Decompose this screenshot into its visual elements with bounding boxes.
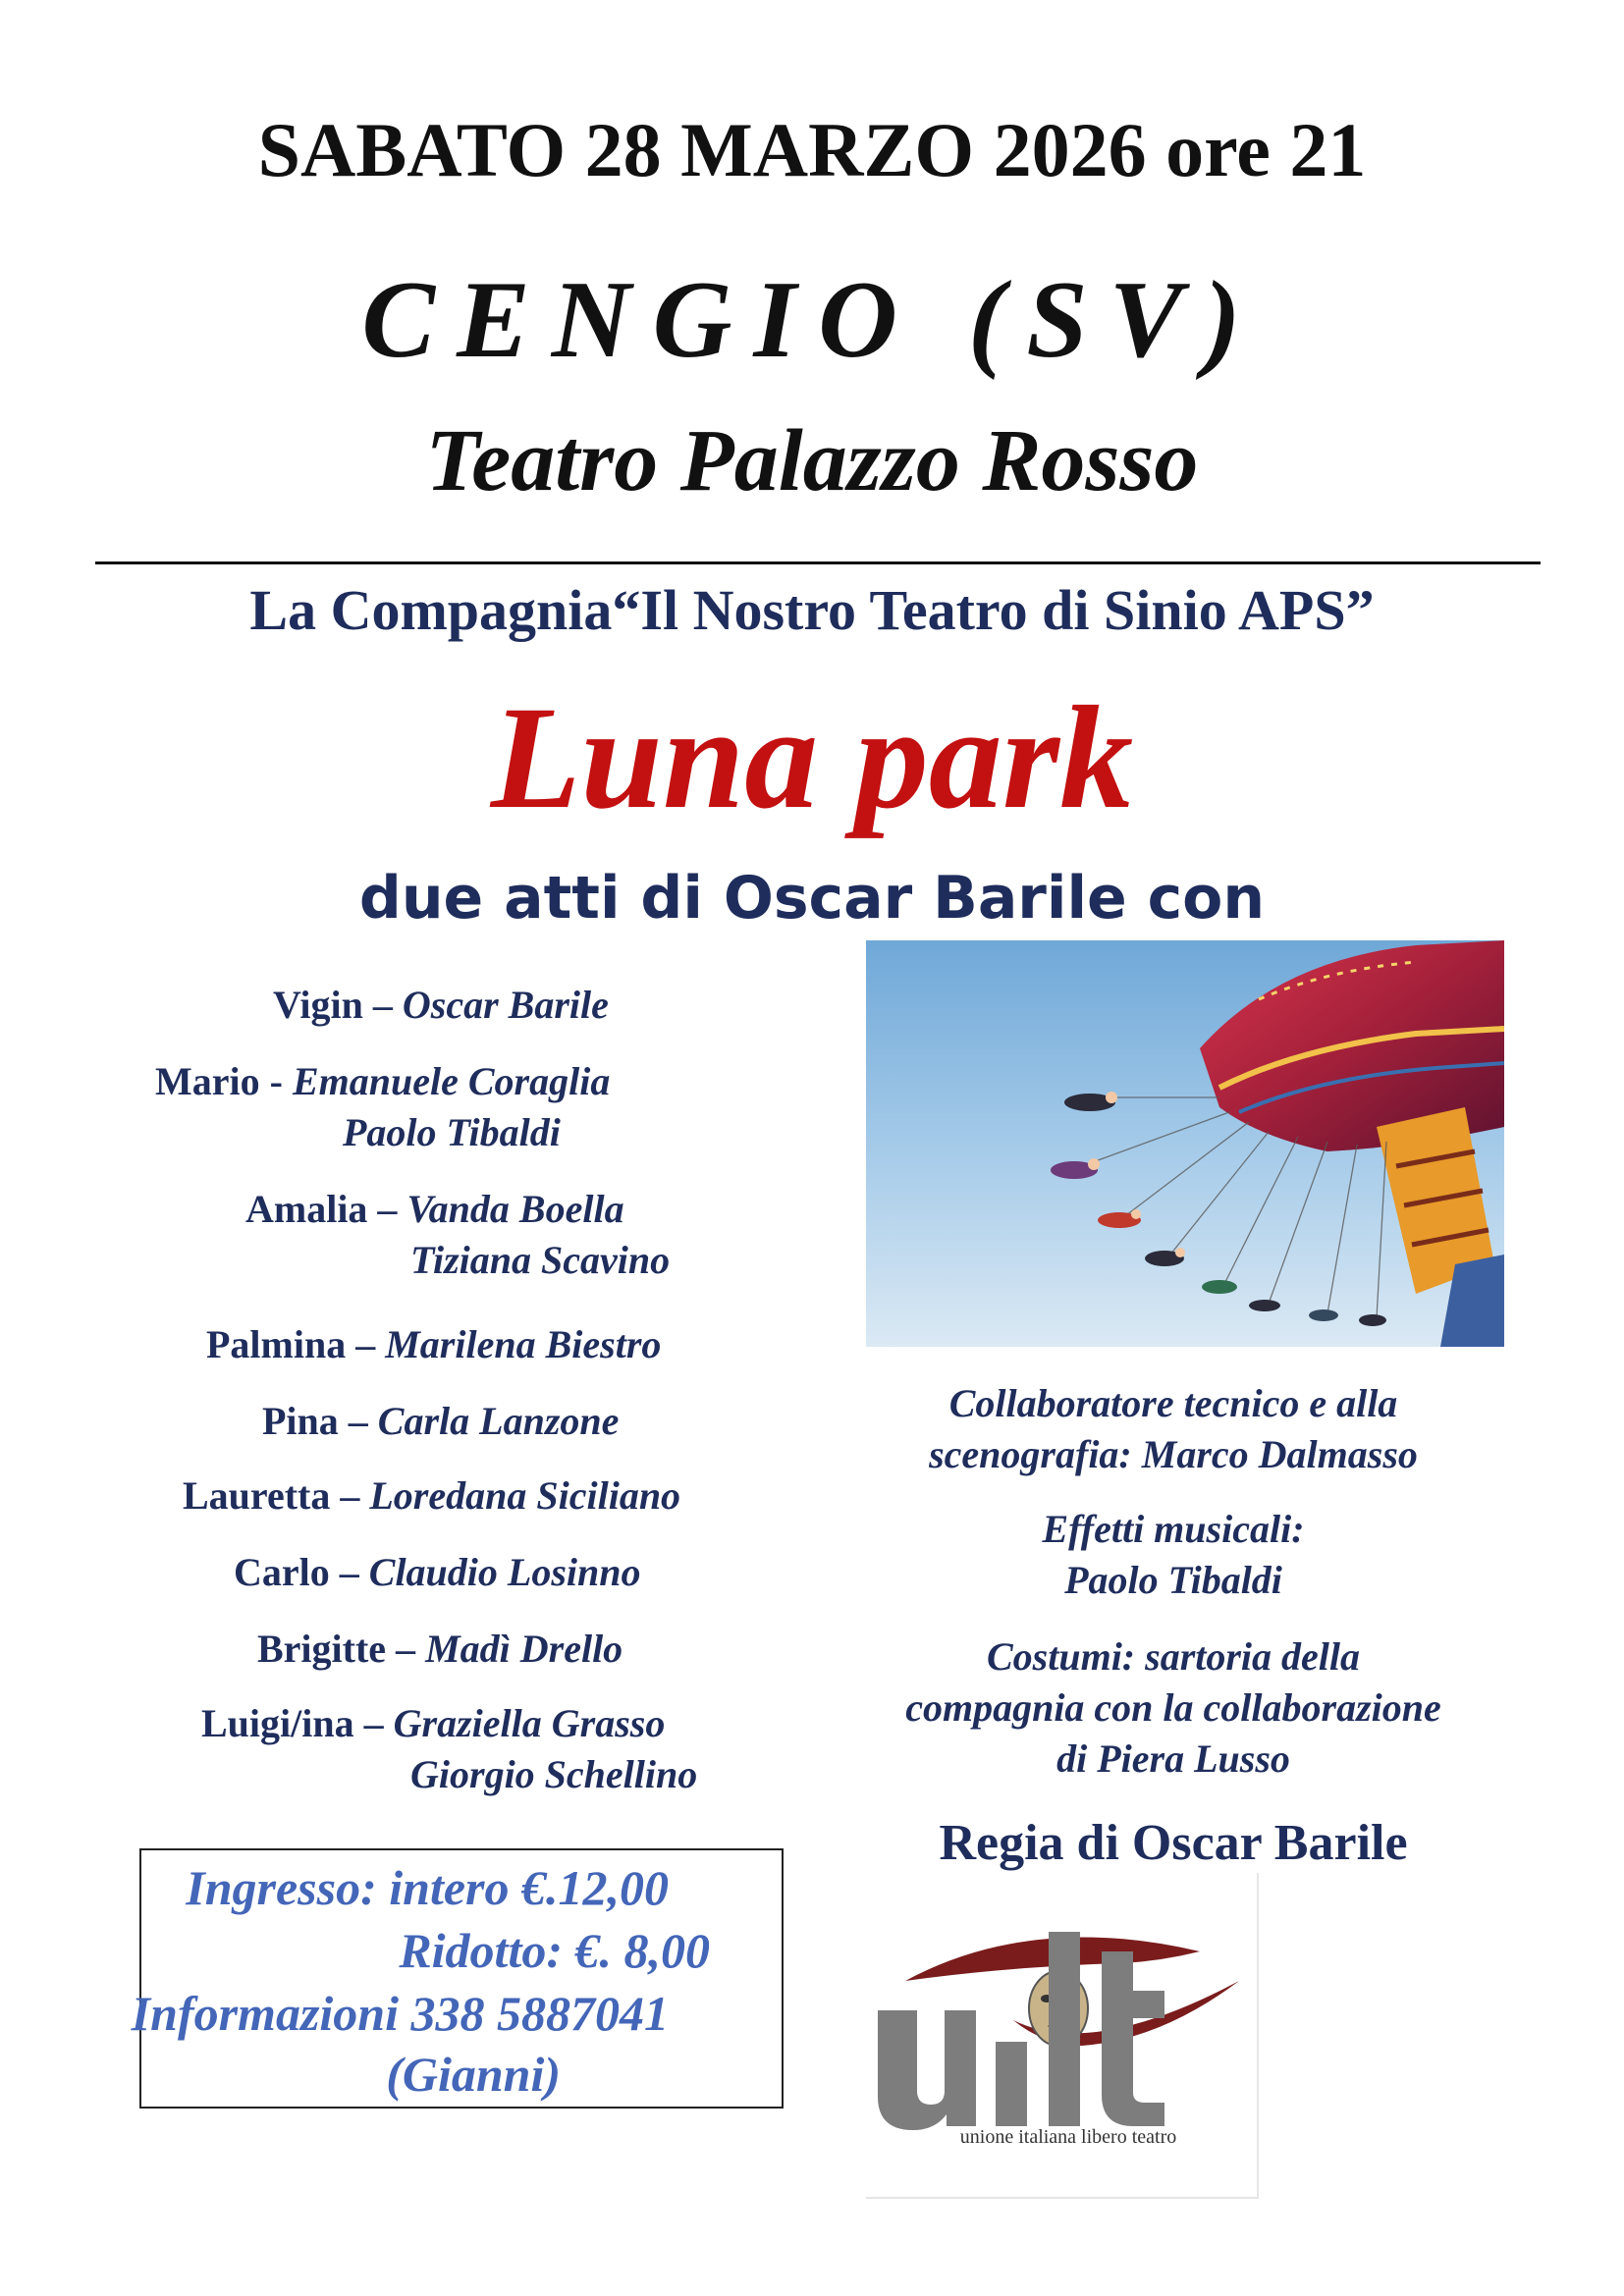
- cast-item: [245, 1184, 624, 1235]
- cast-actor: Marilena Biestro: [385, 1322, 662, 1366]
- cast-actor: Vanda Boella: [406, 1187, 624, 1231]
- cast-actor: Paolo Tibaldi: [343, 1110, 561, 1154]
- cast-item-secondary: [410, 1749, 697, 1800]
- event-date: SABATO 28 MARZO 2026 ore 21: [257, 107, 1367, 192]
- ticket-full-price: Ingresso: intero €.12,00: [186, 1860, 669, 1915]
- cast-item: [234, 1547, 641, 1598]
- credit-music-line: Effetti musicali:: [1042, 1507, 1305, 1551]
- event-city: CENGIO (SV): [361, 259, 1263, 381]
- cast-item-secondary: [343, 1107, 561, 1158]
- show-subtitle: due atti di Oscar Barile con: [358, 864, 1266, 933]
- cast-item: [273, 980, 609, 1031]
- cast-role: Mario -: [155, 1059, 293, 1103]
- credit-costumes-line: di Piera Lusso: [1056, 1736, 1290, 1781]
- cast-actor: Loredana Siciliano: [369, 1473, 681, 1518]
- cast-actor: Tiziana Scavino: [410, 1238, 671, 1282]
- swing-ride-photo: [866, 940, 1504, 1347]
- cast-item: [206, 1319, 661, 1370]
- credit-tech: [830, 1378, 1517, 1480]
- cast-item: [262, 1396, 619, 1447]
- cast-role: Luigi/ina –: [201, 1701, 394, 1745]
- cast-role: Pina –: [262, 1399, 378, 1443]
- credit-costumes-line: compagnia con la collaborazione: [905, 1685, 1441, 1730]
- uilt-logo-mark: [866, 1873, 1259, 2199]
- event-venue: Teatro Palazzo Rosso: [425, 412, 1199, 509]
- cast-item: [257, 1624, 623, 1675]
- cast-actor: Graziella Grasso: [393, 1701, 666, 1745]
- cast-role: Amalia –: [245, 1187, 407, 1231]
- cast-role: Brigitte –: [257, 1627, 426, 1671]
- cast-actor: Madì Drello: [425, 1627, 623, 1671]
- credit-music: [830, 1504, 1517, 1606]
- cast-actor: Oscar Barile: [402, 983, 609, 1027]
- cast-role: Vigin –: [273, 983, 403, 1027]
- cast-item-secondary: [410, 1235, 670, 1286]
- cast-actor: Carla Lanzone: [377, 1399, 620, 1443]
- ticket-reduced-price: Ridotto: €. 8,00: [399, 1923, 710, 1978]
- info-phone: Informazioni 338 5887041: [131, 1986, 669, 2041]
- credit-music-line: Paolo Tibaldi: [1064, 1558, 1282, 1602]
- uilt-logo: [866, 1873, 1259, 2199]
- info-contact: (Gianni): [386, 2047, 561, 2102]
- cast-role: Palmina –: [206, 1322, 386, 1366]
- cast-role: Lauretta –: [183, 1473, 370, 1518]
- show-title: Luna park: [490, 676, 1134, 839]
- cast-item: [201, 1698, 665, 1749]
- cast-item: [183, 1470, 680, 1522]
- director-credit: Regia di Oscar Barile: [939, 1815, 1408, 1871]
- cast-role: Carlo –: [234, 1550, 369, 1594]
- cast-actor: Giorgio Schellino: [410, 1752, 698, 1796]
- cast-item: [155, 1056, 610, 1107]
- credit-costumes: [830, 1631, 1517, 1785]
- cast-actor: Emanuele Coraglia: [292, 1059, 611, 1103]
- divider: [95, 561, 1541, 564]
- credit-tech-line: scenografia: Marco Dalmasso: [929, 1432, 1418, 1476]
- company-name: La Compagnia“Il Nostro Teatro di Sinio APS”: [249, 578, 1375, 642]
- cast-actor: Claudio Losinno: [368, 1550, 641, 1594]
- credit-tech-line: Collaboratore tecnico e alla: [948, 1381, 1398, 1425]
- credit-costumes-line: Costumi: sartoria della: [986, 1634, 1361, 1679]
- ticket-info-box: [131, 1848, 784, 2109]
- uilt-logo-caption: unione italiana libero teatro: [959, 2126, 1177, 2148]
